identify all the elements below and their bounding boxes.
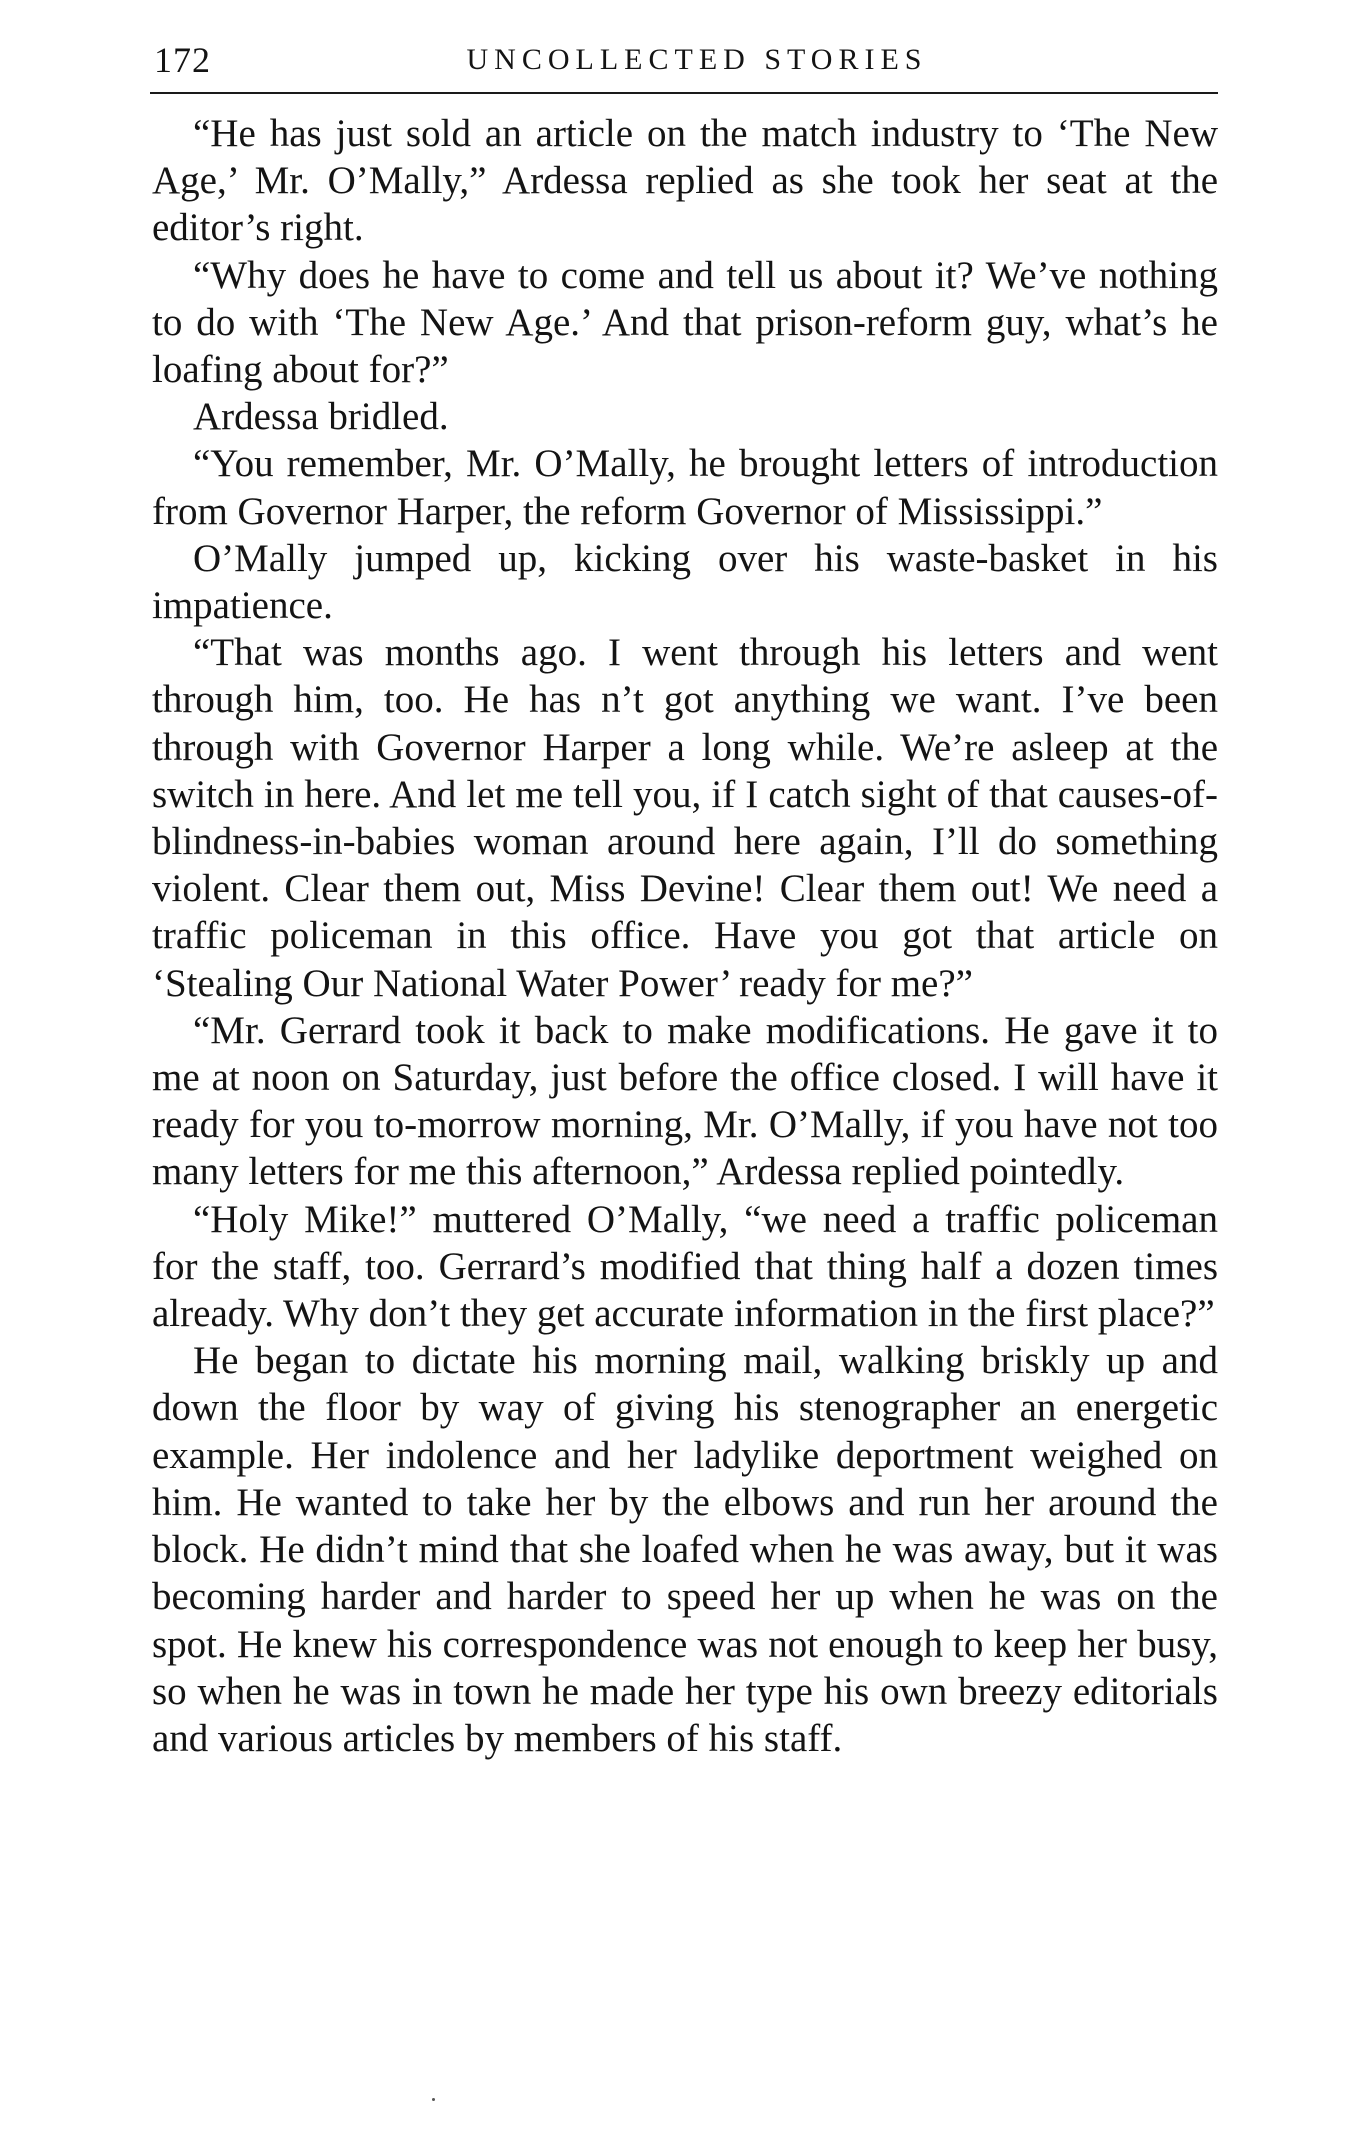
paragraph: “Mr. Gerrard took it back to make modifications. He gave it to me at noon on Saturday, just before the office closed. I will have it ready for you to-morrow morning, Mr. O’Mally, if you have not too many letters for me this afternoon,” Ardessa replied pointedly. [152,1008,1218,1194]
running-head [150,36,1218,84]
paragraph: Ardessa bridled. [193,395,449,439]
page-number: 172 [154,40,211,80]
paragraph: O’Mally jumped up, kicking over his waste-basket in his impatience. [152,536,1218,628]
paragraph: “That was months ago. I went through his letters and went through him, too. He has n’t got anything we want. I’ve been through with Governor Harper a long while. We’re asleep at the switch in here. And let me tell you, if I catch sight of that causes-of-blindness-in-babies woman around here again, I’ll do something violent. Clear them out, Miss Devine! Clear them out! We need a traffic policeman in this office. Have you got that article on ‘Stealing Our National Water Power’ ready for me?” [152,631,1218,1005]
paragraph: “He has just sold an article on the match industry to ‘The New Age,’ Mr. O’Mally,” Ardessa replied as she took her seat at the editor’s right. [152,112,1218,250]
paragraph: “Why does he have to come and tell us about it? We’ve nothing to do with ‘The New Age.’ And that prison-reform guy, what’s he loafing about for?” [152,253,1218,392]
paragraph: “You remember, Mr. O’Mally, he brought letters of introduction from Governor Harper, the reform Governor of Mississippi.” [152,442,1218,533]
running-title: UNCOLLECTED STORIES [466,43,928,76]
paragraph: He began to dictate his morning mail, walking briskly up and down the floor by way of giving his stenographer an energetic example. Her indolence and her ladylike deportment weighed on him. He wanted to take her by the elbows and run her around the block. He didn’t mind that she loafed when he was away, but it was becoming harder and harder to speed her up when he was on the spot. He knew his correspondence was not enough to keep her busy, so when he was in town he made her type his own breezy editorials and various articles by members of his staff. [152,1339,1218,1760]
paragraph: “Holy Mike!” muttered O’Mally, “we need a traffic policeman for the staff, too. Gerrard’s modified that thing half a dozen times already. Why don’t they get accurate information in the first place?” [152,1197,1218,1336]
body-text [152,110,1218,1762]
header-rule [150,92,1218,94]
print-speck [432,2098,435,2101]
